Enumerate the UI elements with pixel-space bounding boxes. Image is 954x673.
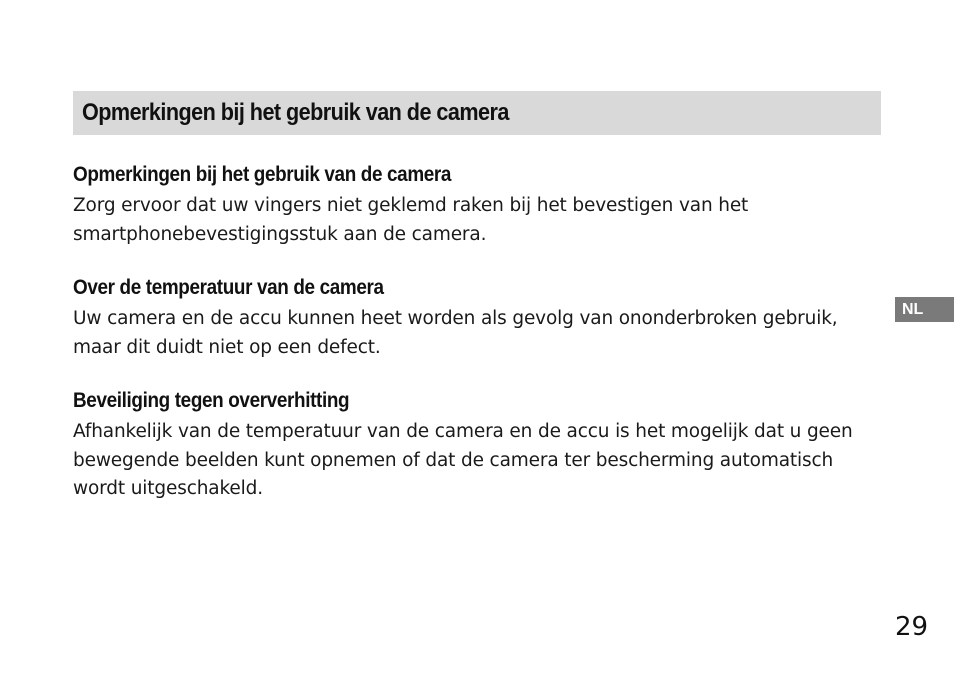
note-text: Uw camera en de accu kunnen heet worden als gevolg van ononderbroken gebruik, maar dit duidt niet op een defect.: [73, 308, 838, 358]
note-heading: Opmerkingen bij het gebruik van de camera: [73, 163, 452, 186]
note-block-overheating: [73, 386, 888, 504]
note-text: Afhankelijk van de temperatuur van de camera en de accu is het mogelijk dat u geen bewegende beelden kunt opnemen of dat de camera ter bescherming automatisch wordt uitgeschakeld.: [73, 421, 853, 499]
note-text: Zorg ervoor dat uw vingers niet geklemd raken bij het bevestigen van het smartphonebevestigingsstuk aan de camera.: [73, 195, 749, 245]
language-tab: NL: [895, 297, 954, 322]
note-block-temperature: [73, 273, 888, 362]
section-header-bar: [73, 91, 881, 135]
section-title: Opmerkingen bij het gebruik van de camera: [82, 99, 509, 126]
note-heading: Beveiliging tegen oververhitting: [73, 389, 350, 412]
page-number: 29: [895, 612, 929, 642]
page-content: [73, 160, 888, 528]
note-block-finger-clamp: [73, 160, 888, 249]
note-heading: Over de temperatuur van de camera: [73, 276, 384, 299]
